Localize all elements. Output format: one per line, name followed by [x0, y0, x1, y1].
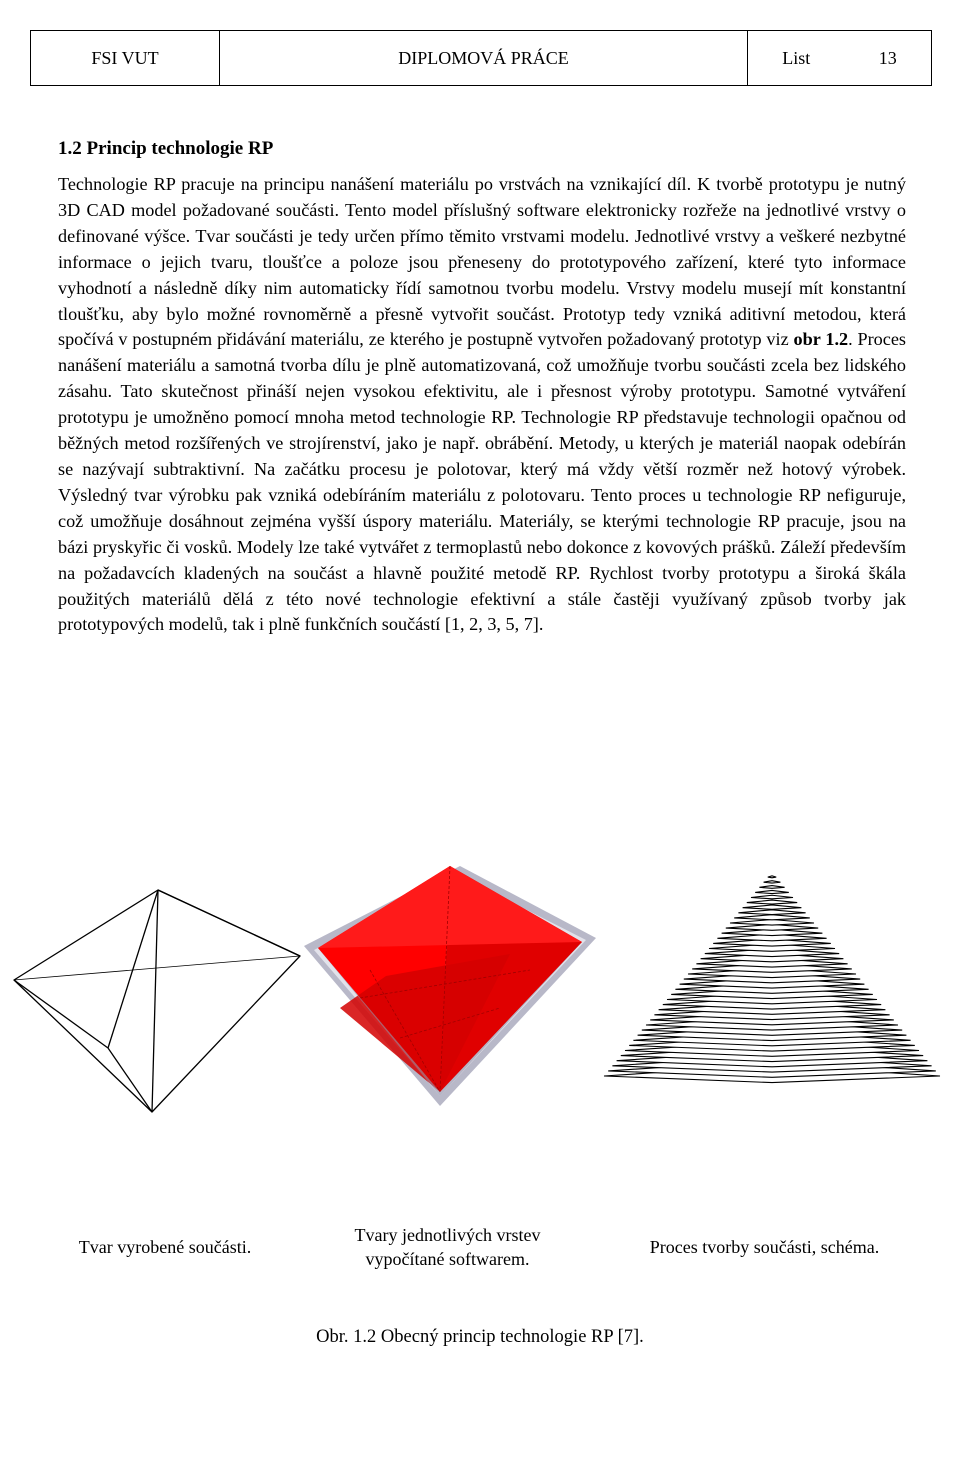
- header-page-info: [748, 31, 931, 85]
- page-header: [30, 30, 932, 86]
- body-text-part-2: . Proces nanášení materiálu a samotná tvorba dílu je plně automatizovaná, což umožňuje tvorbu součásti zcela bez lidského zásahu. Tato skutečnost přináší nejen vysokou efektivitu, ale i přesnost výroby prototypu. Samotné vytváření prototypu je umožněno pomocí mnoha metod technologie RP. Technologie RP představuje technologii opačnou od běžných metod rozšířených ve strojírenství, jako je např. obrábění. Metody, u kterých je materiál naopak odebírán se nazývají subtraktivní. Na začátku procesu je polotovar, který má vždy větší rozměr než hotový výrobek. Výsledný tvar výrobku pak vzniká odebíráním materiálu z polotovaru. Tento proces u technologie RP nefiguruje, což umožňuje dosáhnout zejména vyšší úspory materiálu. Materiály, se kterými technologie RP pracuje, jsou na bázi pryskyřic či vosků. Modely lze také vytvářet z termoplastů nebo dokonce z kovových prášků. Záleží především na požadavcích kladených na součást a hlavně použité metodě RP. Rychlost tvorby prototypu a široká škála použitých materiálů dělá z této nové technologie efektivní a stále častěji využívaný způsob tvorby jak prototypových modelů, tak i plně funkčních součástí [1, 2, 3, 5, 7].: [58, 329, 906, 635]
- figure-pyramid-layers: [300, 858, 600, 1118]
- layer-slice: [751, 895, 793, 899]
- header-faculty: FSI VUT: [31, 31, 220, 85]
- figure-reference: obr 1.2: [793, 329, 849, 350]
- caption-computed-layers: Tvary jednotlivých vrstev vypočítané softwarem.: [354, 1225, 541, 1269]
- body-text-part-1: Technologie RP pracuje na principu nanášení materiálu po vrstvách na vznikající díl. K tvorbě prototypu je nutný 3D CAD model požadované součásti. Tento model příslušný software elektronicky rozřeže na jednotlivé vrstvy o definované výšce. Tvar součásti je tedy určen přímo těmito vrstvami modelu. Jednotlivé vrstvy a veškeré nezbytné informace o jejich tvaru, tloušťce a poloze jsou přeneseny do prototypového zařízení, které tyto informace vyhodnotí a následně díky nim automaticky řídí samotnou tvorbu modelu. Vrstvy modelu musejí mít konstantní tloušťku, aby bylo možné rovnoměrně a přesně vytvořit součást. Prototyp tedy vzniká aditivní metodou, která spočívá v postupném přidávání materiálu, ze kterého je postupně vytvořen požadovaný prototyp viz: [58, 174, 906, 350]
- layer-slice: [768, 876, 776, 878]
- header-page-number: 13: [878, 47, 897, 68]
- layer-slice: [738, 910, 805, 915]
- layer-slice: [759, 886, 784, 889]
- caption-manufactured-part: Tvar vyrobené součásti.: [78, 1237, 252, 1257]
- section-heading: 1.2 Princip technologie RP: [58, 138, 274, 159]
- layer-slice: [734, 915, 810, 920]
- layer-slice: [764, 881, 781, 883]
- body-paragraph: [58, 172, 906, 638]
- body-text: [58, 172, 906, 638]
- figure-caption: Obr. 1.2 Obecný princip technologie RP [7].: [316, 1327, 644, 1347]
- caption-process-schema: Proces tvorby součásti, schéma.: [649, 1237, 880, 1257]
- header-list-label: List: [782, 47, 811, 68]
- layer-slice: [755, 890, 789, 893]
- figure-pyramid-wireframe: [10, 882, 310, 1122]
- layer-slice: [743, 905, 802, 909]
- figure-pyramid-schema: [600, 850, 945, 1090]
- header-title: DIPLOMOVÁ PRÁCE: [220, 31, 748, 85]
- layer-slice: [747, 900, 797, 904]
